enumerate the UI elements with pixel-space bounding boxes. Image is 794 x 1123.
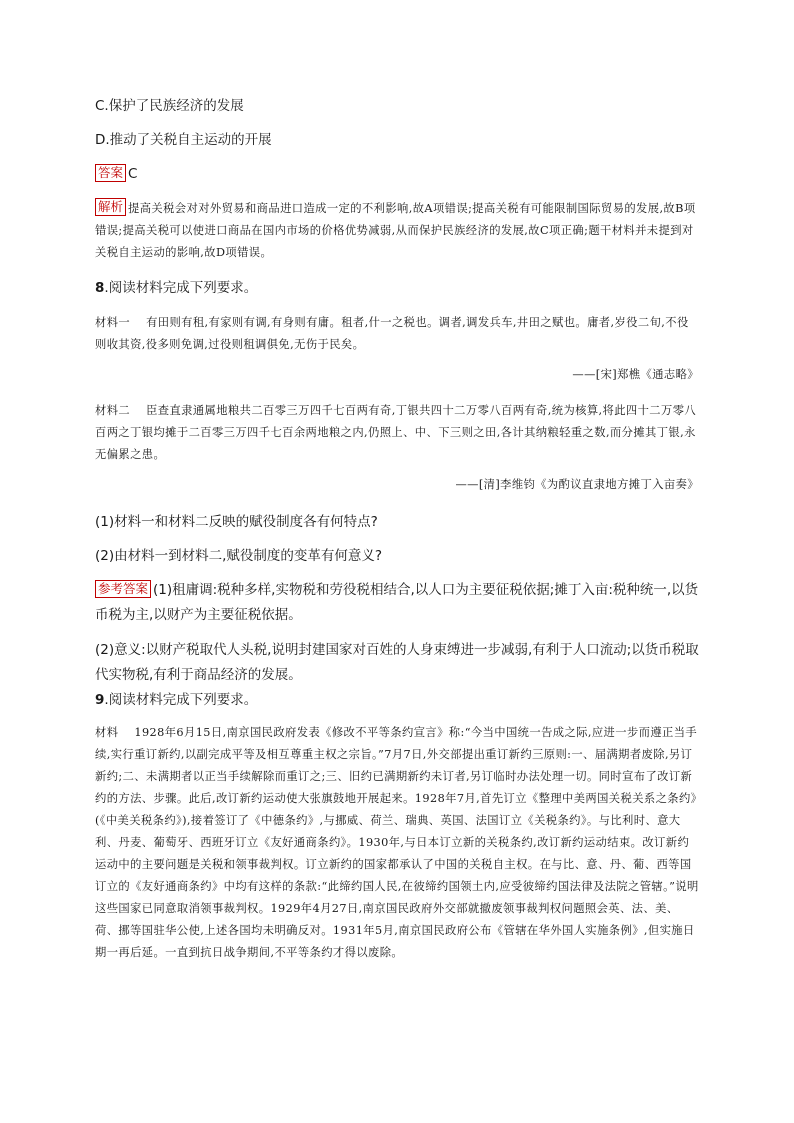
question-text: .阅读材料完成下列要求。 xyxy=(104,692,258,708)
material-text: 臣查直隶通属地粮共二百零三万四千七百两有奇,丁银共四十二万零八百两有奇,统为核算,将此四十二万零八百两之丁银均摊于二百零三万四千七百余两地粮之内,仍照上、中、下三则之田,各计其纳粮轻重之数,而分摊其丁银,永无偏累之患。 xyxy=(95,404,697,461)
reference-answer-tag: 参考答案 xyxy=(95,580,151,598)
reference-answer-1 xyxy=(95,578,699,628)
material-2 xyxy=(95,400,699,466)
material-9 xyxy=(95,722,699,964)
answer-text: (1)租庸调:税种多样,实物税和劳役税相结合,以人口为主要征税依据;摊丁入亩:税种统一,以货币税为主,以财产为主要征税依据。 xyxy=(95,582,699,623)
question-number: 8 xyxy=(95,280,105,296)
material-1-source: ——[宋]郑樵《通志略》 xyxy=(572,368,699,381)
question-text: .阅读材料完成下列要求。 xyxy=(104,280,258,296)
reference-answer-2: (2)意义:以财产税取代人头税,说明封建国家对百姓的人身束缚进一步减弱,有利于人口流动;以货币税取代实物税,有利于商品经济的发展。 xyxy=(95,642,699,683)
material-text: 1928年6月15日,南京国民政府发表《修改不平等条约宣言》称:“今当中国统一告成之际,应进一步而遵正当手续,实行重订新约,以副完成平等及相互尊重主权之宗旨。”7月7日,外交部提出重订新约三原则:一、届满期者废除,另订新约;二、未满期者以正当手续解除而重订之;三、旧约已满期新约未订者,另订临时办法处理一切。同时宣布了改订新约的方法、步骤。此后,改订新约运动使大张旗鼓地开展起来。1928年7月,首先订立《整理中美两国关税关系之条约》(《中美关税条约》),接着签订了《中德条约》,与挪威、荷兰、瑞典、英国、法国订立《关税条约》。与比利时、意大利、丹麦、葡萄牙、西班牙订立《友好通商条约》。1930年,与日本订立新的关税条约,改订新约运动结束。改订新约运动中的主要问题是关税和领事裁判权。订立新约的国家都承认了中国的关税自主权。在与比、意、丹、葡、西等国订立的《友好通商条约》中均有这样的条款:“此缔约国人民,在彼缔约国领土内,应受彼缔约国法律及法院之管辖。”说明这些国家已同意取消领事裁判权。1929年4月27日,南京国民政府外交部就撤废领事裁判权问题照会英、法、美、荷、挪等国驻华公使,上述各国均未明确反对。1931年5月,南京国民政府公布《管辖在华外国人实施条例》,但实施日期一再后延。一直到抗日战争期间,不平等条约才得以废除。 xyxy=(95,726,699,959)
answer-value: C xyxy=(128,166,138,182)
material-2-source: ——[清]李维钧《为酌议直隶地方摊丁入亩奏》 xyxy=(455,478,699,491)
answer-tag: 答案 xyxy=(95,164,126,182)
analysis-block xyxy=(95,198,699,264)
sub-question-1: (1)材料一和材料二反映的赋役制度各有何特点? xyxy=(95,514,378,530)
sub-question-2: (2)由材料一到材料二,赋役制度的变革有何意义? xyxy=(95,548,383,564)
question-8-stem xyxy=(95,278,699,298)
material-text: 有田则有租,有家则有调,有身则有庸。租者,什一之税也。调者,调发兵车,井田之赋也。庸者,岁役二旬,不役则收其资,役多则免调,过役则租调俱免,无伤于民矣。 xyxy=(95,316,689,351)
analysis-text: 提高关税会对对外贸易和商品进口造成一定的不利影响,故A项错误;提高关税有可能限制国际贸易的发展,故B项错误;提高关税可以使进口商品在国内市场的价格优势减弱,从而保护民族经济的发展,故C项正确;题干材料并未提到对关税自主运动的影响,故D项错误。 xyxy=(95,202,696,259)
material-label: 材料 xyxy=(95,726,119,739)
analysis-tag: 解析 xyxy=(95,198,126,216)
material-1 xyxy=(95,312,699,356)
option-d: D.推动了关税自主运动的开展 xyxy=(95,132,272,148)
material-label: 材料一 xyxy=(95,316,131,329)
answer-line xyxy=(95,164,699,184)
question-number: 9 xyxy=(95,692,105,708)
option-c: C.保护了民族经济的发展 xyxy=(95,98,244,114)
question-9-stem xyxy=(95,690,699,710)
material-label: 材料二 xyxy=(95,404,131,417)
